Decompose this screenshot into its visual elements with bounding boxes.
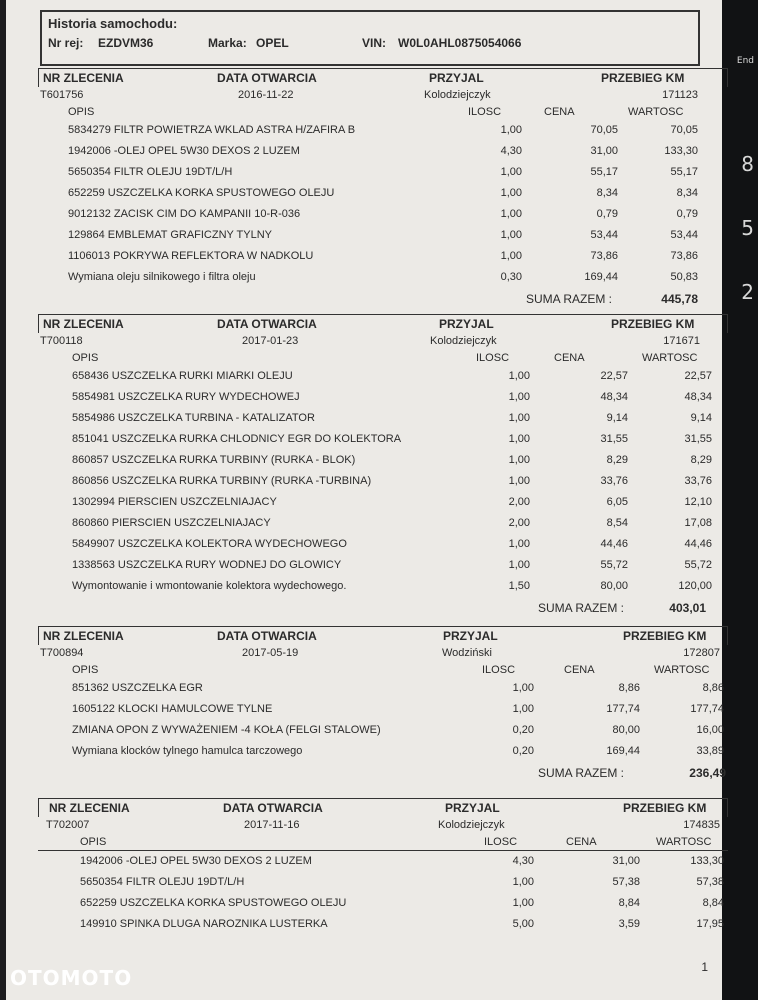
order-items bbox=[38, 366, 728, 597]
item-description: 658436 USZCZELKA RURKI MIARKI OLEJU bbox=[72, 370, 293, 382]
item-value: 33,76 bbox=[684, 475, 712, 487]
document-page bbox=[6, 0, 726, 1000]
table-row bbox=[38, 555, 728, 576]
item-quantity: 1,00 bbox=[508, 370, 530, 382]
wartosc-header: WARTOSC bbox=[628, 106, 684, 118]
otomoto-watermark: OTOMOTO bbox=[10, 966, 133, 990]
order-przyjal: Kolodziejczyk bbox=[430, 335, 497, 347]
item-description: 1106013 POKRYWA REFLEKTORA W NADKOLU bbox=[68, 250, 314, 262]
item-quantity: 1,00 bbox=[512, 876, 534, 888]
item-price: 0,79 bbox=[596, 208, 618, 220]
item-value: 8,86 bbox=[702, 682, 724, 694]
table-row bbox=[38, 225, 728, 246]
column-header-row bbox=[38, 350, 728, 366]
suma-label: SUMA RAZEM : bbox=[526, 292, 613, 306]
vin-label: VIN: bbox=[362, 36, 386, 50]
order-number: T700118 bbox=[40, 335, 83, 347]
order-section bbox=[38, 68, 728, 310]
order-km: 172807 bbox=[683, 647, 720, 659]
item-price: 55,17 bbox=[590, 166, 618, 178]
total-row bbox=[38, 597, 728, 619]
suma-value: 445,78 bbox=[661, 292, 698, 306]
table-row bbox=[38, 576, 728, 597]
item-value: 48,34 bbox=[684, 391, 712, 403]
item-value: 17,08 bbox=[684, 517, 712, 529]
item-value: 177,74 bbox=[690, 703, 724, 715]
table-row bbox=[38, 741, 728, 762]
przebieg-label: PRZEBIEG KM bbox=[623, 801, 707, 815]
order-info-row bbox=[38, 87, 728, 104]
item-value: 44,46 bbox=[684, 538, 712, 550]
item-value: 70,05 bbox=[670, 124, 698, 136]
table-row bbox=[38, 513, 728, 534]
column-header-row bbox=[38, 834, 728, 851]
item-value: 53,44 bbox=[670, 229, 698, 241]
item-value: 8,29 bbox=[690, 454, 712, 466]
total-row bbox=[38, 288, 728, 310]
table-row bbox=[38, 720, 728, 741]
item-quantity: 1,00 bbox=[500, 166, 522, 178]
item-price: 31,00 bbox=[590, 145, 618, 157]
order-section bbox=[38, 626, 728, 784]
cena-header: CENA bbox=[564, 664, 595, 676]
item-quantity: 1,00 bbox=[500, 250, 522, 262]
table-row bbox=[38, 471, 728, 492]
item-value: 33,89 bbox=[696, 745, 724, 757]
column-header-row bbox=[38, 662, 728, 678]
item-quantity: 4,30 bbox=[500, 145, 522, 157]
table-row bbox=[38, 851, 728, 872]
data-otwarcia-label: DATA OTWARCIA bbox=[217, 317, 317, 331]
table-row bbox=[38, 120, 728, 141]
item-price: 169,44 bbox=[606, 745, 640, 757]
cena-header: CENA bbox=[566, 836, 597, 848]
item-value: 31,55 bbox=[684, 433, 712, 445]
marka-value: OPEL bbox=[256, 36, 289, 50]
item-value: 57,38 bbox=[696, 876, 724, 888]
order-header bbox=[38, 626, 728, 645]
opis-header: OPIS bbox=[72, 664, 99, 676]
item-quantity: 0,20 bbox=[512, 745, 534, 757]
opis-header: OPIS bbox=[72, 352, 99, 364]
przyjal-label: PRZYJAL bbox=[445, 801, 500, 815]
order-number: T702007 bbox=[46, 819, 90, 831]
item-description: 5650354 FILTR OLEJU 19DT/L/H bbox=[80, 876, 245, 888]
item-description: Wymiana klocków tylnego hamulca tarczowego bbox=[72, 745, 303, 757]
suma-label: SUMA RAZEM : bbox=[538, 766, 625, 780]
ilosc-header: ILOSC bbox=[484, 836, 518, 848]
item-description: 652259 USZCZELKA KORKA SPUSTOWEGO OLEJU bbox=[80, 897, 347, 909]
total-row bbox=[38, 762, 728, 784]
item-description: 9012132 ZACISK CIM DO KAMPANII 10-R-036 bbox=[68, 208, 301, 220]
vin-value: W0L0AHL0875054066 bbox=[398, 36, 522, 50]
table-row bbox=[38, 141, 728, 162]
data-otwarcia-label: DATA OTWARCIA bbox=[217, 629, 317, 643]
nr-zlecenia-label: NR ZLECENIA bbox=[43, 71, 124, 85]
item-quantity: 4,30 bbox=[512, 855, 534, 867]
table-row bbox=[38, 914, 728, 935]
item-quantity: 1,00 bbox=[508, 559, 530, 571]
przebieg-label: PRZEBIEG KM bbox=[601, 71, 685, 85]
item-price: 31,55 bbox=[600, 433, 628, 445]
marka-label: Marka: bbox=[208, 36, 247, 50]
table-row bbox=[38, 204, 728, 225]
table-row bbox=[38, 492, 728, 513]
item-quantity: 1,00 bbox=[508, 538, 530, 550]
item-price: 177,74 bbox=[606, 703, 640, 715]
item-price: 8,84 bbox=[618, 897, 640, 909]
item-price: 70,05 bbox=[590, 124, 618, 136]
item-value: 12,10 bbox=[684, 496, 712, 508]
table-row bbox=[38, 183, 728, 204]
item-description: 1605122 KLOCKI HAMULCOWE TYLNE bbox=[72, 703, 273, 715]
nr-zlecenia-label: NR ZLECENIA bbox=[49, 801, 130, 815]
item-price: 22,57 bbox=[600, 370, 628, 382]
item-value: 16,00 bbox=[696, 724, 724, 736]
order-km: 171123 bbox=[662, 89, 698, 101]
item-price: 8,54 bbox=[606, 517, 628, 529]
przyjal-label: PRZYJAL bbox=[439, 317, 494, 331]
item-value: 8,84 bbox=[702, 897, 724, 909]
opis-header: OPIS bbox=[68, 106, 95, 118]
suma-label: SUMA RAZEM : bbox=[538, 601, 625, 615]
item-value: 22,57 bbox=[684, 370, 712, 382]
suma-value: 236,49 bbox=[689, 766, 726, 780]
nr-rej-label: Nr rej: bbox=[48, 36, 84, 50]
table-row bbox=[38, 366, 728, 387]
item-quantity: 0,30 bbox=[500, 271, 522, 283]
order-info-row bbox=[38, 817, 728, 834]
order-number: T601756 bbox=[40, 89, 84, 101]
keyboard-key-5: 5 bbox=[741, 216, 754, 240]
nr-rej-value: EZDVM36 bbox=[98, 36, 154, 50]
order-number: T700894 bbox=[40, 647, 84, 659]
table-row bbox=[38, 699, 728, 720]
item-value: 9,14 bbox=[690, 412, 712, 424]
order-items bbox=[38, 851, 728, 935]
item-description: 5854986 USZCZELKA TURBINA - KATALIZATOR bbox=[72, 412, 315, 424]
order-header bbox=[38, 314, 728, 333]
item-price: 48,34 bbox=[600, 391, 628, 403]
item-description: 851041 USZCZELKA RURKA CHLODNICY EGR DO KOLEKTORA bbox=[72, 433, 402, 445]
ilosc-header: ILOSC bbox=[482, 664, 516, 676]
order-info-row bbox=[38, 645, 728, 662]
order-przyjal: Kolodziejczyk bbox=[424, 89, 491, 101]
item-quantity: 1,00 bbox=[512, 682, 534, 694]
data-otwarcia-label: DATA OTWARCIA bbox=[217, 71, 317, 85]
item-value: 55,72 bbox=[684, 559, 712, 571]
order-date: 2017-11-16 bbox=[244, 819, 300, 831]
order-section bbox=[38, 798, 728, 935]
vehicle-header-box bbox=[40, 10, 700, 66]
order-km: 174835 bbox=[683, 819, 720, 831]
item-description: 149910 SPINKA DLUGA NAROZNIKA LUSTERKA bbox=[80, 918, 328, 930]
item-price: 3,59 bbox=[618, 918, 640, 930]
ilosc-header: ILOSC bbox=[468, 106, 502, 118]
item-description: 1338563 USZCZELKA RURY WODNEJ DO GLOWICY bbox=[72, 559, 342, 571]
item-description: 851362 USZCZELKA EGR bbox=[72, 682, 203, 694]
table-row bbox=[38, 872, 728, 893]
order-header bbox=[38, 798, 728, 817]
item-value: 55,17 bbox=[670, 166, 698, 178]
wartosc-header: WARTOSC bbox=[656, 836, 712, 848]
keyboard-key-2: 2 bbox=[741, 280, 754, 304]
item-value: 17,95 bbox=[696, 918, 724, 930]
item-description: 1942006 -OLEJ OPEL 5W30 DEXOS 2 LUZEM bbox=[80, 855, 312, 867]
item-description: 860860 PIERSCIEN USZCZELNIAJACY bbox=[72, 517, 271, 529]
ilosc-header: ILOSC bbox=[476, 352, 510, 364]
table-row bbox=[38, 450, 728, 471]
suma-value: 403,01 bbox=[669, 601, 706, 615]
order-przyjal: Kolodziejczyk bbox=[438, 819, 505, 831]
table-row bbox=[38, 429, 728, 450]
table-row bbox=[38, 534, 728, 555]
order-date: 2017-05-19 bbox=[242, 647, 299, 659]
document-title: Historia samochodu: bbox=[48, 16, 178, 31]
table-row bbox=[38, 162, 728, 183]
item-value: 0,79 bbox=[676, 208, 698, 220]
przebieg-label: PRZEBIEG KM bbox=[611, 317, 695, 331]
item-description: Wymontowanie i wmontowanie kolektora wydechowego. bbox=[72, 580, 347, 592]
table-row bbox=[38, 246, 728, 267]
item-quantity: 1,50 bbox=[508, 580, 530, 592]
order-info-row bbox=[38, 333, 728, 350]
item-quantity: 1,00 bbox=[512, 897, 534, 909]
order-items bbox=[38, 120, 728, 288]
item-quantity: 1,00 bbox=[512, 703, 534, 715]
item-price: 6,05 bbox=[606, 496, 628, 508]
item-price: 8,34 bbox=[596, 187, 618, 199]
item-description: 129864 EMBLEMAT GRAFICZNY TYLNY bbox=[68, 229, 272, 241]
item-value: 50,83 bbox=[670, 271, 698, 283]
item-quantity: 1,00 bbox=[500, 187, 522, 199]
wartosc-header: WARTOSC bbox=[642, 352, 698, 364]
item-quantity: 1,00 bbox=[500, 208, 522, 220]
item-quantity: 1,00 bbox=[508, 412, 530, 424]
table-row bbox=[38, 387, 728, 408]
item-price: 31,00 bbox=[612, 855, 640, 867]
table-row bbox=[38, 678, 728, 699]
data-otwarcia-label: DATA OTWARCIA bbox=[223, 801, 323, 815]
item-value: 73,86 bbox=[670, 250, 698, 262]
opis-header: OPIS bbox=[80, 836, 107, 848]
keyboard-key-8: 8 bbox=[741, 152, 754, 176]
item-quantity: 0,20 bbox=[512, 724, 534, 736]
item-price: 169,44 bbox=[584, 271, 618, 283]
item-price: 57,38 bbox=[612, 876, 640, 888]
item-description: 860856 USZCZELKA RURKA TURBINY (RURKA -TURBINA) bbox=[72, 475, 372, 487]
przebieg-label: PRZEBIEG KM bbox=[623, 629, 707, 643]
item-value: 133,30 bbox=[690, 855, 724, 867]
cena-header: CENA bbox=[544, 106, 575, 118]
item-quantity: 2,00 bbox=[508, 496, 530, 508]
item-description: 5854981 USZCZELKA RURY WYDECHOWEJ bbox=[72, 391, 300, 403]
order-przyjal: Wodziński bbox=[442, 647, 492, 659]
item-price: 8,86 bbox=[618, 682, 640, 694]
item-quantity: 1,00 bbox=[500, 229, 522, 241]
order-date: 2017-01-23 bbox=[242, 335, 299, 347]
nr-zlecenia-label: NR ZLECENIA bbox=[43, 317, 124, 331]
item-price: 73,86 bbox=[590, 250, 618, 262]
item-quantity: 1,00 bbox=[508, 454, 530, 466]
item-value: 120,00 bbox=[678, 580, 712, 592]
item-description: 1942006 -OLEJ OPEL 5W30 DEXOS 2 LUZEM bbox=[68, 145, 300, 157]
item-description: 652259 USZCZELKA KORKA SPUSTOWEGO OLEJU bbox=[68, 187, 335, 199]
item-price: 53,44 bbox=[590, 229, 618, 241]
order-items bbox=[38, 678, 728, 762]
item-quantity: 5,00 bbox=[512, 918, 534, 930]
table-row bbox=[38, 267, 728, 288]
item-price: 33,76 bbox=[600, 475, 628, 487]
item-description: 5650354 FILTR OLEJU 19DT/L/H bbox=[68, 166, 233, 178]
item-description: 1302994 PIERSCIEN USZCZELNIAJACY bbox=[72, 496, 277, 508]
cena-header: CENA bbox=[554, 352, 585, 364]
item-quantity: 2,00 bbox=[508, 517, 530, 529]
item-description: 5834279 FILTR POWIETRZA WKLAD ASTRA H/ZAFIRA B bbox=[68, 124, 356, 136]
page-number: 1 bbox=[701, 960, 708, 974]
order-header bbox=[38, 68, 728, 87]
item-description: 860857 USZCZELKA RURKA TURBINY (RURKA - BLOK) bbox=[72, 454, 356, 466]
table-row bbox=[38, 408, 728, 429]
wartosc-header: WARTOSC bbox=[654, 664, 710, 676]
item-price: 9,14 bbox=[606, 412, 628, 424]
column-header-row bbox=[38, 104, 728, 120]
order-km: 171671 bbox=[663, 335, 700, 347]
keyboard-key-end: End bbox=[736, 56, 754, 66]
item-description: Wymiana oleju silnikowego i filtra oleju bbox=[68, 271, 256, 283]
przyjal-label: PRZYJAL bbox=[443, 629, 498, 643]
table-row bbox=[38, 893, 728, 914]
order-date: 2016-11-22 bbox=[238, 89, 294, 101]
item-price: 8,29 bbox=[606, 454, 628, 466]
item-value: 133,30 bbox=[664, 145, 698, 157]
item-price: 44,46 bbox=[600, 538, 628, 550]
item-quantity: 1,00 bbox=[508, 475, 530, 487]
nr-zlecenia-label: NR ZLECENIA bbox=[43, 629, 124, 643]
item-description: ZMIANA OPON Z WYWAŻENIEM -4 KOŁA (FELGI STALOWE) bbox=[72, 724, 381, 736]
item-quantity: 1,00 bbox=[508, 391, 530, 403]
item-price: 80,00 bbox=[600, 580, 628, 592]
item-description: 5849907 USZCZELKA KOLEKTORA WYDECHOWEGO bbox=[72, 538, 347, 550]
item-price: 80,00 bbox=[612, 724, 640, 736]
item-quantity: 1,00 bbox=[508, 433, 530, 445]
item-value: 8,34 bbox=[676, 187, 698, 199]
item-quantity: 1,00 bbox=[500, 124, 522, 136]
przyjal-label: PRZYJAL bbox=[429, 71, 484, 85]
item-price: 55,72 bbox=[600, 559, 628, 571]
order-section bbox=[38, 314, 728, 619]
